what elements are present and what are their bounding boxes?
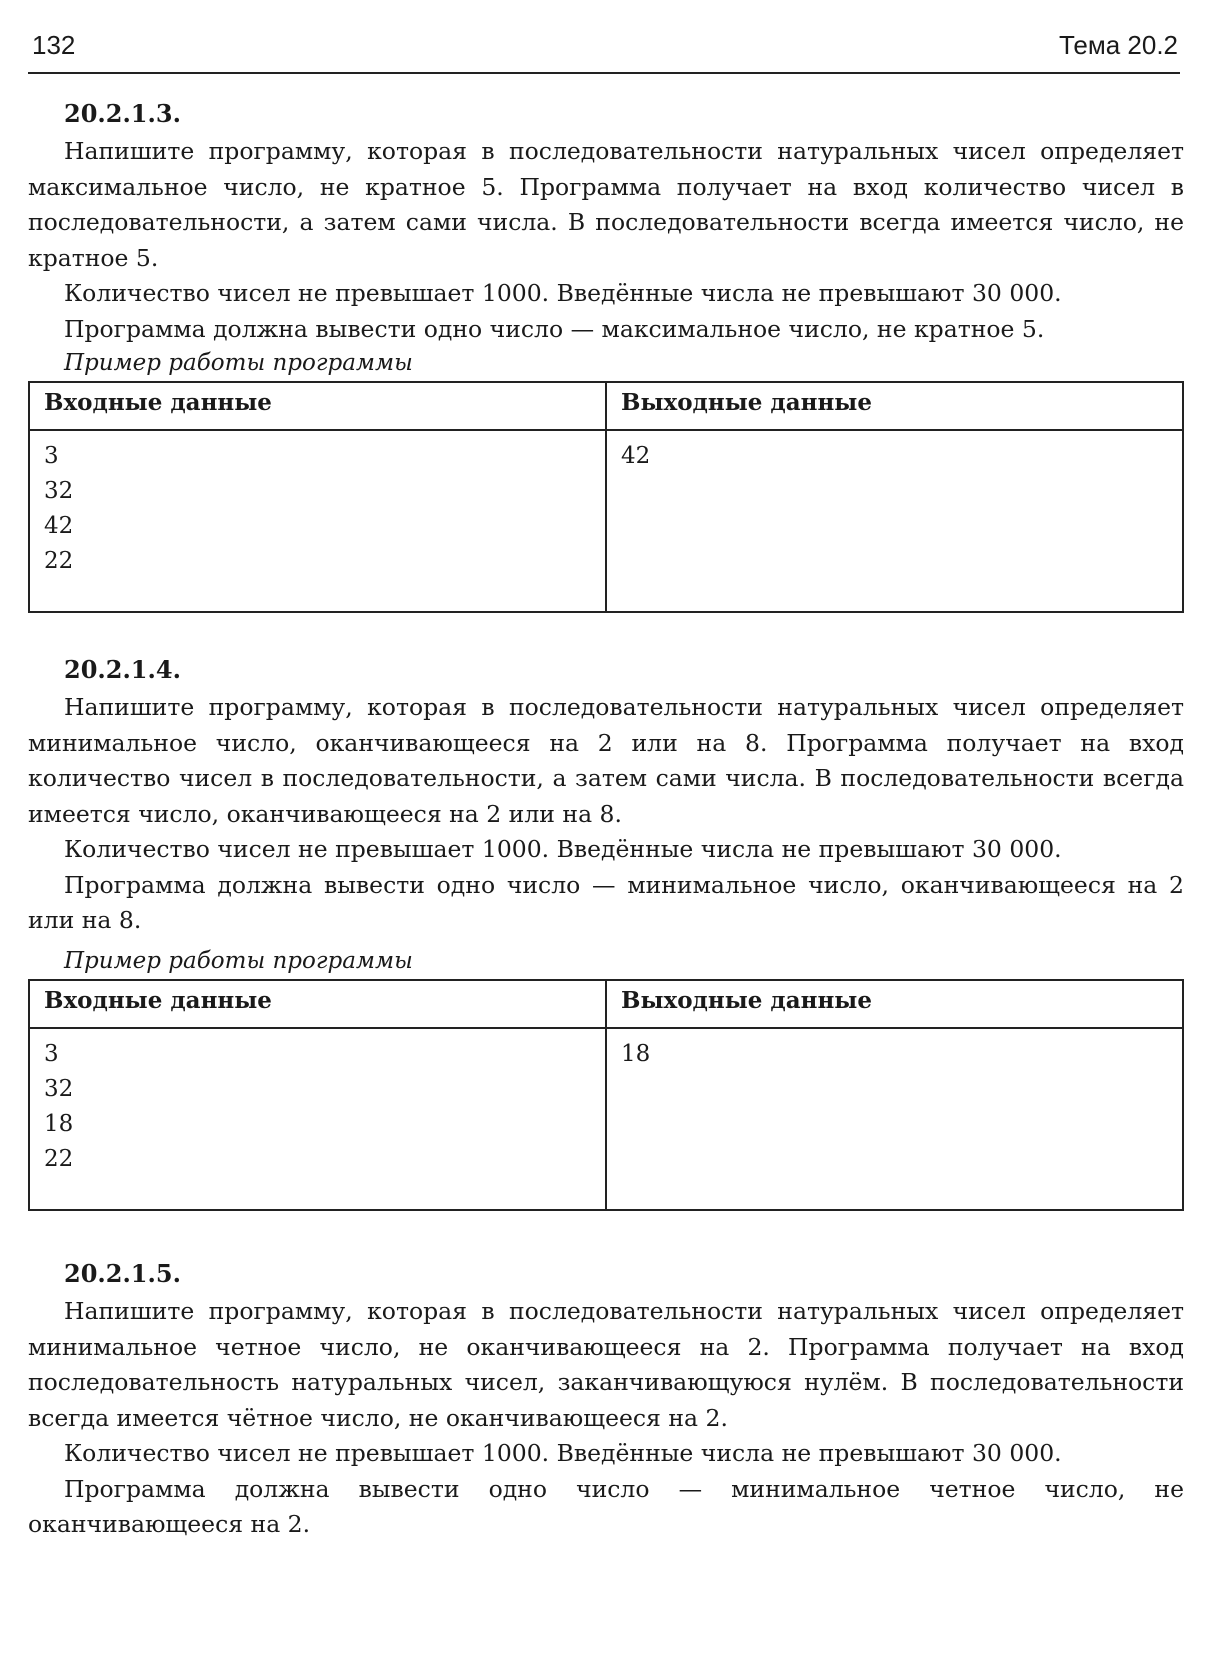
topic-label: Тема 20.2 <box>1058 30 1178 60</box>
table-row <box>29 430 1183 612</box>
output-header: Выходные данные <box>606 382 1183 430</box>
task-20-2-1-5 <box>28 1258 1184 1543</box>
task-20-2-1-4 <box>28 654 1184 1211</box>
example-caption: Пример работы программы <box>64 350 413 376</box>
page-number: 132 <box>32 30 76 60</box>
table-header-row <box>29 382 1183 430</box>
output-header: Выходные данные <box>606 980 1183 1028</box>
example-table <box>28 979 1184 1211</box>
output-cell <box>606 430 1183 612</box>
task-title: 20.2.1.5. <box>64 1259 181 1288</box>
table-header-row <box>29 980 1183 1028</box>
table-row <box>29 1028 1183 1210</box>
task-title: 20.2.1.3. <box>64 99 181 128</box>
task-paragraph: Напишите программу, которая в последовательности натуральных чисел определяет минимальное четное число, не оканчивающееся на 2. Программа получает на вход последовательность натуральных чисел, заканчивающуюся нулём. В последовательности всегда имеется чётное число, не оканчивающееся на 2. <box>28 1297 1184 1432</box>
task-paragraph: Количество чисел не превышает 1000. Введённые числа не превышают 30 000. <box>64 1439 1062 1467</box>
input-line: 22 <box>44 548 74 574</box>
task-paragraph: Количество чисел не превышает 1000. Введённые числа не превышают 30 000. <box>64 835 1062 863</box>
task-paragraph: Количество чисел не превышает 1000. Введённые числа не превышают 30 000. <box>64 279 1062 307</box>
output-cell <box>606 1028 1183 1210</box>
input-line: 32 <box>44 478 74 504</box>
input-cell <box>29 430 606 612</box>
example-caption: Пример работы программы <box>64 947 413 974</box>
task-paragraph: Напишите программу, которая в последовательности натуральных чисел определяет минимальное число, оканчивающееся на 2 или на 8. Программа получает на вход количество чисел в последовательности, а затем сами числа. В последовательности всегда имеется число, оканчивающееся на 2 или на 8. <box>28 693 1184 828</box>
task-paragraph: Программа должна вывести одно число — максимальное число, не кратное 5. <box>64 314 1045 343</box>
task-paragraph: Программа должна вывести одно число — минимальное число, оканчивающееся на 2 или на 8. <box>28 870 1184 934</box>
input-line: 18 <box>44 1110 74 1137</box>
task-20-2-1-3 <box>28 98 1184 613</box>
output-line: 18 <box>621 1040 651 1067</box>
task-paragraph: Программа должна вывести одно число — минимальное четное число, не оканчивающееся на 2. <box>28 1474 1184 1538</box>
input-header: Входные данные <box>29 382 606 430</box>
example-table <box>28 381 1184 613</box>
input-line: 22 <box>44 1145 74 1172</box>
output-line: 42 <box>621 443 651 469</box>
input-header: Входные данные <box>29 980 606 1028</box>
input-line: 42 <box>44 513 74 539</box>
input-line: 3 <box>44 1040 59 1067</box>
input-line: 32 <box>44 1075 74 1102</box>
page-header <box>28 26 1180 74</box>
input-line: 3 <box>44 443 59 469</box>
input-cell <box>29 1028 606 1210</box>
task-paragraph: Напишите программу, которая в последовательности натуральных чисел определяет максимальное число, не кратное 5. Программа получает на вход количество чисел в последовательности, а затем сами числа. В последовательности всегда имеется число, не кратное 5. <box>28 137 1184 272</box>
task-title: 20.2.1.4. <box>64 655 181 684</box>
